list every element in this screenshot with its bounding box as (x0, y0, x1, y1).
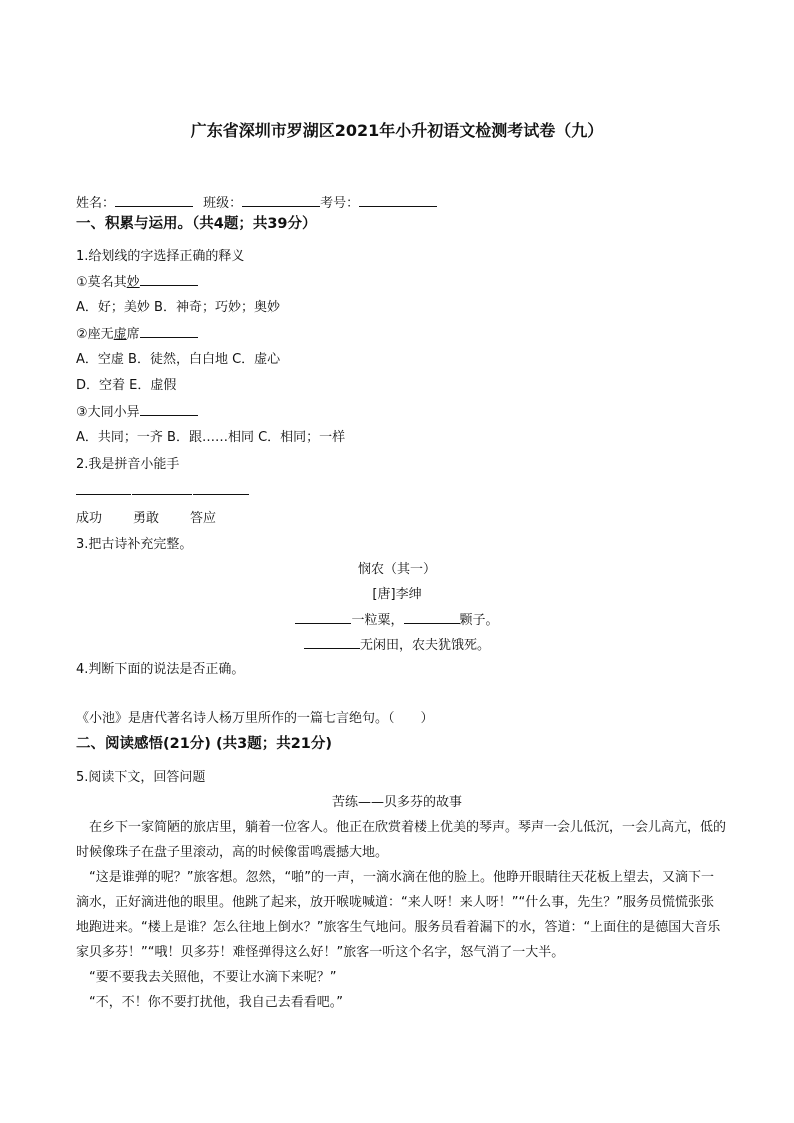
poem-blank[interactable] (295, 611, 351, 624)
poem-author: [唐]李绅 (372, 587, 422, 602)
q1-item3: ③大同小异 (76, 403, 198, 422)
name-label: 姓名： (76, 196, 116, 211)
pinyin-blank[interactable] (76, 482, 131, 495)
underlined-char: 妙 (126, 275, 140, 290)
q1-prompt: 1.给划线的字选择正确的释义 (76, 249, 245, 264)
q1-item2-options-a: A．空虚 B．徒然，白白地 C．虚心 (76, 352, 281, 367)
pinyin-word-1: 成功 (76, 511, 103, 526)
q1-item1: ①莫名其妙 (76, 273, 198, 292)
q2-prompt: 2.我是拼音小能手 (76, 457, 180, 472)
pinyin-word-2: 勇敢 (133, 511, 160, 526)
answer-blank[interactable] (140, 273, 198, 286)
page-title: 广东省深圳市罗湖区2021年小升初语文检测考试卷（九） (190, 121, 604, 140)
class-label: 班级： (203, 196, 243, 211)
q1-item3-options: A．共同；一齐 B．跟……相同 C．相同；一样 (76, 430, 346, 445)
article-title: 苦练——贝多芬的故事 (331, 795, 462, 810)
pinyin-blank[interactable] (193, 482, 249, 495)
student-info-line (76, 194, 437, 213)
poem-title: 悯农（其一） (357, 562, 436, 577)
poem-line-1: 一粒粟， 颗子。 (0, 611, 794, 630)
answer-blank[interactable] (140, 403, 198, 416)
article-paragraph: “这是谁弹的呢？”旅客想。忽然，“啪”的一声，一滴水滴在他的脸上。他睁开眼睛往天花板上望去，又滴下一滴水，正好滴进他的眼里。他跳了起来，放开喉咙喊道：“来人呀！来人呀！”“什么事，先生？”服务员慌慌张张地跑进来。“楼上是谁？怎么往地上倒水？”旅客生气地问。服务员看着漏下的水，答道：“上面住的是德国大音乐家贝多芬！”“哦！贝多芬！难怪弹得这么好！”旅客一听这个名字，怒气消了一大半。 (76, 870, 721, 960)
q3-prompt: 3.把古诗补充完整。 (76, 537, 193, 552)
exam-no-field[interactable] (359, 194, 437, 207)
section2-heading: 二、阅读感悟(21分) (共3题；共21分) (76, 736, 333, 752)
article-paragraph: “不，不！你不要打扰他，我自己去看看吧。” (76, 995, 343, 1010)
underlined-char: 虚 (113, 327, 127, 342)
q1-item2-options-b: D．空着 E．虚假 (76, 378, 177, 393)
article-paragraph: 在乡下一家简陋的旅店里，躺着一位客人。他正在欣赏着楼上优美的琴声。琴声一会儿低沉，一会儿高亢，低的时候像珠子在盘子里滚动，高的时候像雷鸣震撼大地。 (76, 820, 727, 860)
q5-prompt: 5.阅读下文，回答问题 (76, 770, 206, 785)
class-field[interactable] (242, 194, 320, 207)
exam-no-label: 考号： (320, 196, 360, 211)
q4-prompt: 4.判断下面的说法是否正确。 (76, 662, 245, 677)
poem-blank[interactable] (404, 611, 460, 624)
pinyin-blanks (76, 482, 249, 501)
article-paragraph: “要不要我去关照他，不要让水滴下来呢？” (76, 970, 337, 985)
section1-heading: 一、积累与运用。（共4题；共39分） (76, 216, 317, 232)
answer-blank[interactable] (140, 325, 198, 338)
pinyin-blank[interactable] (132, 482, 192, 495)
name-field[interactable] (115, 194, 193, 207)
article-body (76, 815, 726, 1015)
q1-item1-options: A．好；美妙 B．神奇；巧妙；奥妙 (76, 300, 280, 315)
pinyin-word-3: 答应 (190, 511, 217, 526)
poem-blank[interactable] (304, 636, 360, 649)
poem-line-2: 无闲田，农夫犹饿死。 (0, 636, 794, 655)
q1-item2: ②座无虚席 (76, 325, 198, 344)
q4-statement: 《小池》是唐代著名诗人杨万里所作的一篇七言绝句。（ ） (76, 711, 434, 726)
